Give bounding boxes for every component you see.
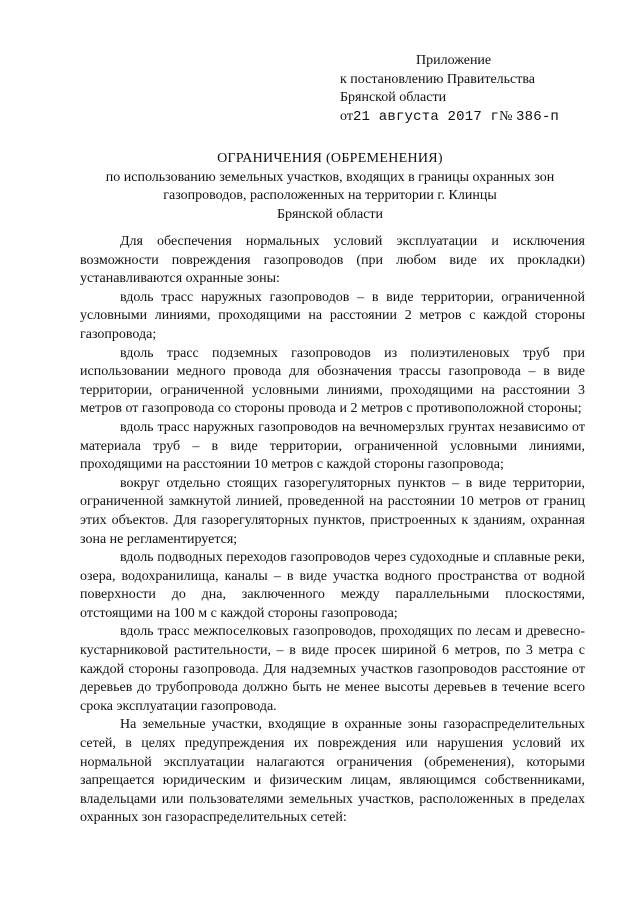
date-value: 21 августа 2017 г (352, 108, 500, 125)
number-sign: № (499, 108, 513, 124)
paragraph-permafrost-pipelines: вдоль трасс наружных газопроводов на вечномерзлых грунтах независимо от материала труб – в виде территории, ограниченной условными линиями, проходящими на расстоянии 10 метров с каждой стороны газопровода; (80, 419, 585, 473)
heading-sub-1: по использованию земельных участков, входящих в границы охранных зон (105, 169, 555, 185)
appendix-block (340, 52, 630, 126)
appendix-line-1: к постановлению Правительства (340, 71, 536, 87)
paragraph-intro: Для обеспечения нормальных условий эксплуатации и исключения возможности повреждения газопроводов (при любом виде их прокладки) устанавливаются охранные зоны: (80, 234, 585, 287)
paragraph-gas-regulator-points: вокруг отдельно стоящих газорегуляторных пунктов – в виде территории, ограниченной замкнутой линией, проведенной на расстоянии 10 метров от границ этих объектов. Для газорегуляторных пунктов, пристроенных к зданиям, охранная зона не регламентируется; (80, 475, 585, 547)
paragraph-intersettlement-pipelines: вдоль трасс межпоселковых газопроводов, проходящих по лесам и древесно-кустарниковой растительности, – в виде просек шириной 6 метров, по 3 метра с каждой стороны газопровода. Для надземных участков газопроводов расстояние от деревьев до трубопровода должно быть не менее высоты деревьев в течение всего срока эксплуатации газопровода. (80, 624, 585, 714)
date-prefix: от (340, 108, 353, 124)
appendix-date-line (340, 108, 630, 127)
document-body (80, 233, 585, 828)
paragraph-underwater-crossings: вдоль подводных переходов газопроводов через судоходные и сплавные реки, озера, водохранилища, каналы – в виде участка водного пространства от водной поверхности до дна, заключенного между параллельными плоскостями, отстоящими на 100 м с каждой стороны газопровода; (80, 550, 585, 621)
paragraph-restrictions: На земельные участки, входящие в охранные зоны газораспределительных сетей, в целях предупреждения их повреждения или нарушения условий их нормальной эксплуатации налагаются ограничения (обременения), которыми запрещается юридическим и физическим лицам, являющимся собственниками, владельцами или пользователями земельных участков, расположенных в пределах охранных зон газораспределительных сетей: (80, 717, 585, 826)
heading-main: ОГРАНИЧЕНИЯ (ОБРЕМЕНЕНИЯ) (217, 151, 443, 166)
heading-sub-3: Брянской области (276, 206, 384, 222)
appendix-title: Приложение (416, 53, 492, 68)
paragraph-underground-pipelines: вдоль трасс подземных газопроводов из полиэтиленовых труб при использовании медного провода для обозначения трассы газопровода – в виде территории, ограниченной условными линиями, проходящими на расстоянии 3 метров от газопровода со стороны провода и 2 метров с противоположной стороны; (80, 345, 585, 417)
appendix-line-2: Брянской области (340, 90, 447, 105)
document-heading (70, 150, 590, 224)
number-value: 386-п (516, 108, 560, 125)
heading-sub-2: газопроводов, расположенных на территории г. Клинцы (163, 188, 497, 203)
paragraph-external-pipelines: вдоль трасс наружных газопроводов – в виде территории, ограниченной условными линиями, проходящими на расстоянии 2 метров с каждой стороны газопровода; (80, 289, 585, 342)
